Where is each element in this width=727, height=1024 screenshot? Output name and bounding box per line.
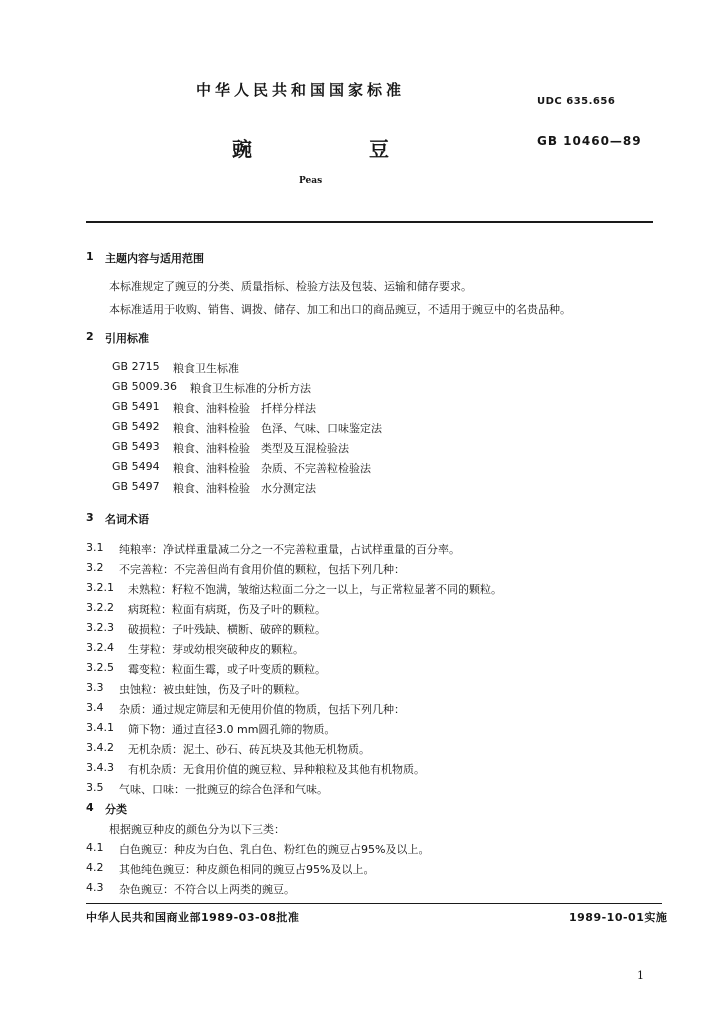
term-number: 3.2.3 [86, 621, 114, 634]
term-number: 3.5 [86, 781, 104, 794]
term-text: 病斑粒：粒面有病斑，伤及子叶的颗粒。 [128, 603, 326, 616]
term-text: 虫蚀粒：被虫蛀蚀，伤及子叶的颗粒。 [119, 683, 306, 696]
reference-code: GB 5494 [112, 460, 160, 473]
reference-code: GB 2715 [112, 360, 160, 373]
standard-number: GB 10460—89 [537, 134, 642, 148]
reference-code: GB 5492 [112, 420, 160, 433]
class-number: 4.1 [86, 841, 104, 854]
term-text: 有机杂质：无食用价值的豌豆粒、异种粮粒及其他有机物质。 [128, 763, 425, 776]
reference-name: 粮食卫生标准的分析方法 [190, 382, 311, 395]
term-text: 生芽粒：芽或幼根突破种皮的颗粒。 [128, 643, 304, 656]
issuing-authority-title: 中华人民共和国国家标准 [196, 81, 406, 99]
reference-code: GB 5497 [112, 480, 160, 493]
term-number: 3.4 [86, 701, 104, 714]
term-text: 纯粮率：净试样重量减二分之一不完善粒重量，占试样重量的百分率。 [119, 543, 460, 556]
section-4-heading: 分类 [105, 803, 127, 816]
term-text: 无机杂质：泥土、砂石、砖瓦块及其他无机物质。 [128, 743, 370, 756]
term-text: 气味、口味：一批豌豆的综合色泽和气味。 [119, 783, 328, 796]
section-4-number: 4 [86, 801, 94, 814]
reference-code: GB 5491 [112, 400, 160, 413]
term-text: 杂质：通过规定筛层和无使用价值的物质，包括下列几种： [119, 703, 405, 716]
term-text: 破损粒：子叶残缺、横断、破碎的颗粒。 [128, 623, 326, 636]
effective-date: 1989-10-01实施 [569, 911, 668, 924]
term-number: 3.2.1 [86, 581, 114, 594]
term-text: 霉变粒：粒面生霉，或子叶变质的颗粒。 [128, 663, 326, 676]
reference-name: 粮食、油料检验 类型及互混检验法 [173, 442, 349, 455]
document-title-char-1: 豌 [232, 137, 252, 161]
term-number: 3.2.5 [86, 661, 114, 674]
section-1-paragraph-2: 本标准适用于收购、销售、调拨、储存、加工和出口的商品豌豆，不适用于豌豆中的名贵品种。 [109, 303, 571, 316]
term-number: 3.2.4 [86, 641, 114, 654]
section-4-intro: 根据豌豆种皮的颜色分为以下三类： [109, 823, 285, 836]
page-number: 1 [637, 969, 644, 982]
udc-code: UDC 635.656 [537, 96, 616, 107]
document-title-char-2: 豆 [369, 137, 389, 161]
term-number: 3.3 [86, 681, 104, 694]
section-3-heading: 名词术语 [105, 513, 149, 526]
term-number: 3.4.1 [86, 721, 114, 734]
reference-name: 粮食、油料检验 扦样分样法 [173, 402, 316, 415]
reference-name: 粮食、油料检验 水分测定法 [173, 482, 316, 495]
footer-divider [86, 903, 662, 904]
class-text: 白色豌豆：种皮为白色、乳白色、粉红色的豌豆占95%及以上。 [119, 843, 430, 856]
term-number: 3.2 [86, 561, 104, 574]
class-number: 4.2 [86, 861, 104, 874]
class-text: 杂色豌豆：不符合以上两类的豌豆。 [119, 883, 295, 896]
approval-statement: 中华人民共和国商业部1989-03-08批准 [86, 911, 300, 924]
term-number: 3.2.2 [86, 601, 114, 614]
reference-name: 粮食卫生标准 [173, 362, 239, 375]
term-number: 3.1 [86, 541, 104, 554]
section-3-number: 3 [86, 511, 94, 524]
reference-code: GB 5493 [112, 440, 160, 453]
english-title: Peas [299, 176, 323, 186]
term-text: 筛下物：通过直径3.0 mm圆孔筛的物质。 [128, 723, 336, 736]
term-text: 未熟粒：籽粒不饱满，皱缩达粒面二分之一以上，与正常粒显著不同的颗粒。 [128, 583, 502, 596]
reference-name: 粮食、油料检验 色泽、气味、口味鉴定法 [173, 422, 382, 435]
section-1-heading: 主题内容与适用范围 [105, 252, 204, 265]
class-text: 其他纯色豌豆：种皮颜色相同的豌豆占95%及以上。 [119, 863, 375, 876]
term-number: 3.4.3 [86, 761, 114, 774]
section-1-paragraph-1: 本标准规定了豌豆的分类、质量指标、检验方法及包装、运输和储存要求。 [109, 280, 472, 293]
class-number: 4.3 [86, 881, 104, 894]
term-text: 不完善粒：不完善但尚有食用价值的颗粒，包括下列几种： [119, 563, 405, 576]
header-divider [86, 221, 653, 223]
term-number: 3.4.2 [86, 741, 114, 754]
section-2-number: 2 [86, 330, 94, 343]
reference-code: GB 5009.36 [112, 380, 178, 393]
section-2-heading: 引用标准 [105, 332, 149, 345]
reference-name: 粮食、油料检验 杂质、不完善粒检验法 [173, 462, 371, 475]
section-1-number: 1 [86, 250, 94, 263]
